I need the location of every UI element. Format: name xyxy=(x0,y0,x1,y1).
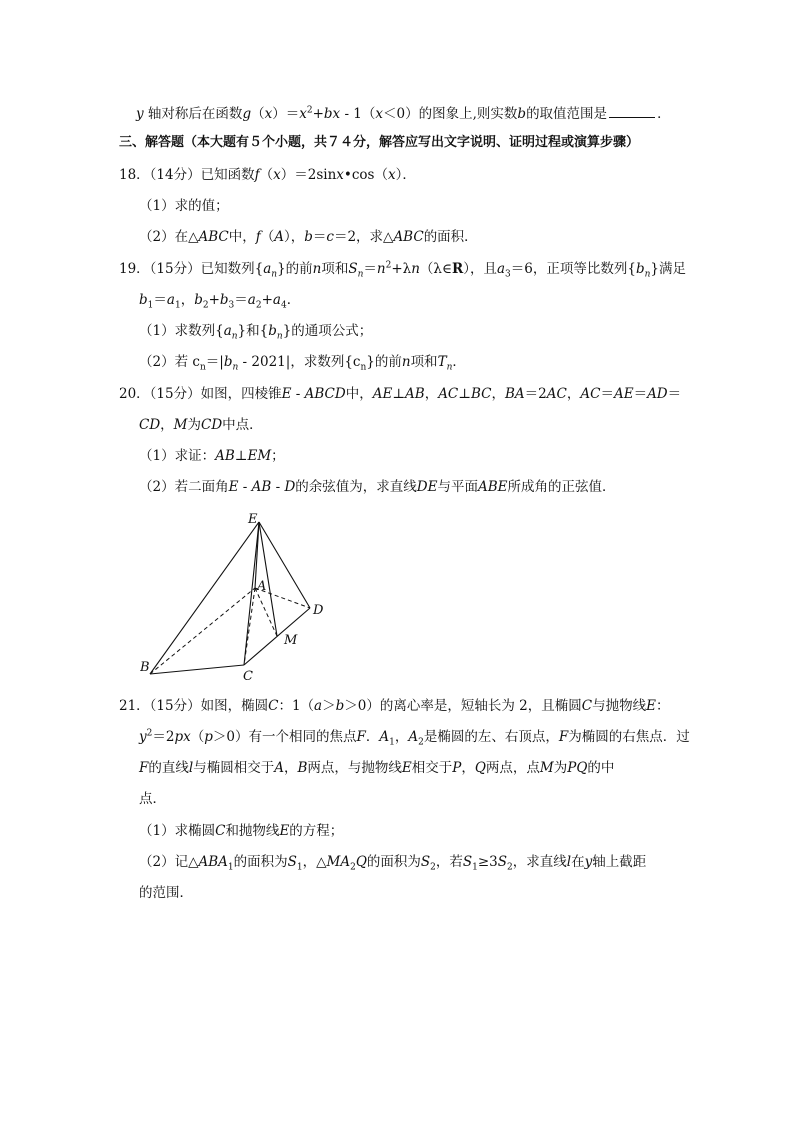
question-20-part-2: （2）若二面角E - AB - D的余弦值为，求直线DE与平面ABE所成角的正弦值． xyxy=(139,479,616,495)
edge-CD xyxy=(244,608,310,665)
question-18-part-1: （1）求的值； xyxy=(139,198,229,214)
question-20-cont: CD，M为CD中点． xyxy=(139,417,263,433)
question-21: 21．（15分）如图，椭圆C：1（a＞b＞0）的离心率是，短轴长为 2，且椭圆C与抛物线E： xyxy=(119,698,670,714)
question-21-part-1: （1）求椭圆C和抛物线E的方程； xyxy=(139,823,344,839)
question-21-cont-1: $y^2=2px(p>0)$有一个相同的焦点F．$A_1$，$A_2$是椭圆的左、右顶点，F为椭圆的右焦点．过 xyxy=(139,728,690,748)
label-C: C xyxy=(243,669,253,684)
label-M: M xyxy=(284,633,298,648)
question-19: 19．（15分）已知数列$\{a_n\}$的前n项和$S_n=n^2+\lambda n(\lambda\in R)$，且$a_3=6$，正项等比数列$\{b_n\}$满足 xyxy=(119,260,686,280)
question-21-cont-3: 点． xyxy=(139,791,166,807)
question-21-part-2: （2）记$\triangle ABA_1$的面积为$S_1$，$\triangle MA_2Q$的面积为$S_2$，若$S_1\ge 3S_2$，求直线l在y轴上截距 xyxy=(139,854,647,873)
label-D: D xyxy=(313,603,324,618)
question-19-cont: $b_1=a_1$，$b_2+b_3=a_2+a_4$． xyxy=(139,292,301,311)
question-21-cont-2: F的直线l与椭圆相交于A，B两点，与抛物线E相交于P，Q两点，点M为PQ的中 xyxy=(139,760,615,776)
label-A: A xyxy=(257,579,267,594)
edge-AC xyxy=(244,588,255,665)
label-B: B xyxy=(140,660,150,675)
pyramid-figure xyxy=(140,510,340,685)
question-20: 20．（15分）如图，四棱锥E - ABCD中，AE⊥AB，AC⊥BC，BA＝2AC，AC＝AE＝AD＝ xyxy=(119,386,682,402)
question-19-part-2: （2）若 $c_n=|b_n - 2021|$，求数列$\{c_n\}$的前n项和$T_n$． xyxy=(139,354,466,373)
question-18-part-2: （2）在△ABC中，f（A），b＝c＝2，求△ABC的面积． xyxy=(139,229,478,245)
edge-BC xyxy=(150,665,244,674)
edge-ED xyxy=(259,522,310,608)
question-18: 18．（14分）已知函数f（x）＝2sinx•cos（x）． xyxy=(119,167,416,183)
question-19-part-1: （1）求数列$\{a_n\}$和$\{b_n\}$的通项公式； xyxy=(139,323,373,342)
question-21-part-2-cont: 的范围． xyxy=(139,885,193,901)
section-heading: 三、解答题（本大题有５个小题，共７４分，解答应写出文字说明、证明过程或演算步骤） xyxy=(119,135,640,150)
question-20-part-1: （1）求证：AB⊥EM； xyxy=(139,448,285,464)
answer-blank xyxy=(609,104,655,118)
text-line-1: y 轴对称后在函数$g(x)=x^2+bx - 1(x<0)$的图象上,则实数b的取值范围是 ． xyxy=(136,105,671,122)
label-E: E xyxy=(248,512,258,527)
